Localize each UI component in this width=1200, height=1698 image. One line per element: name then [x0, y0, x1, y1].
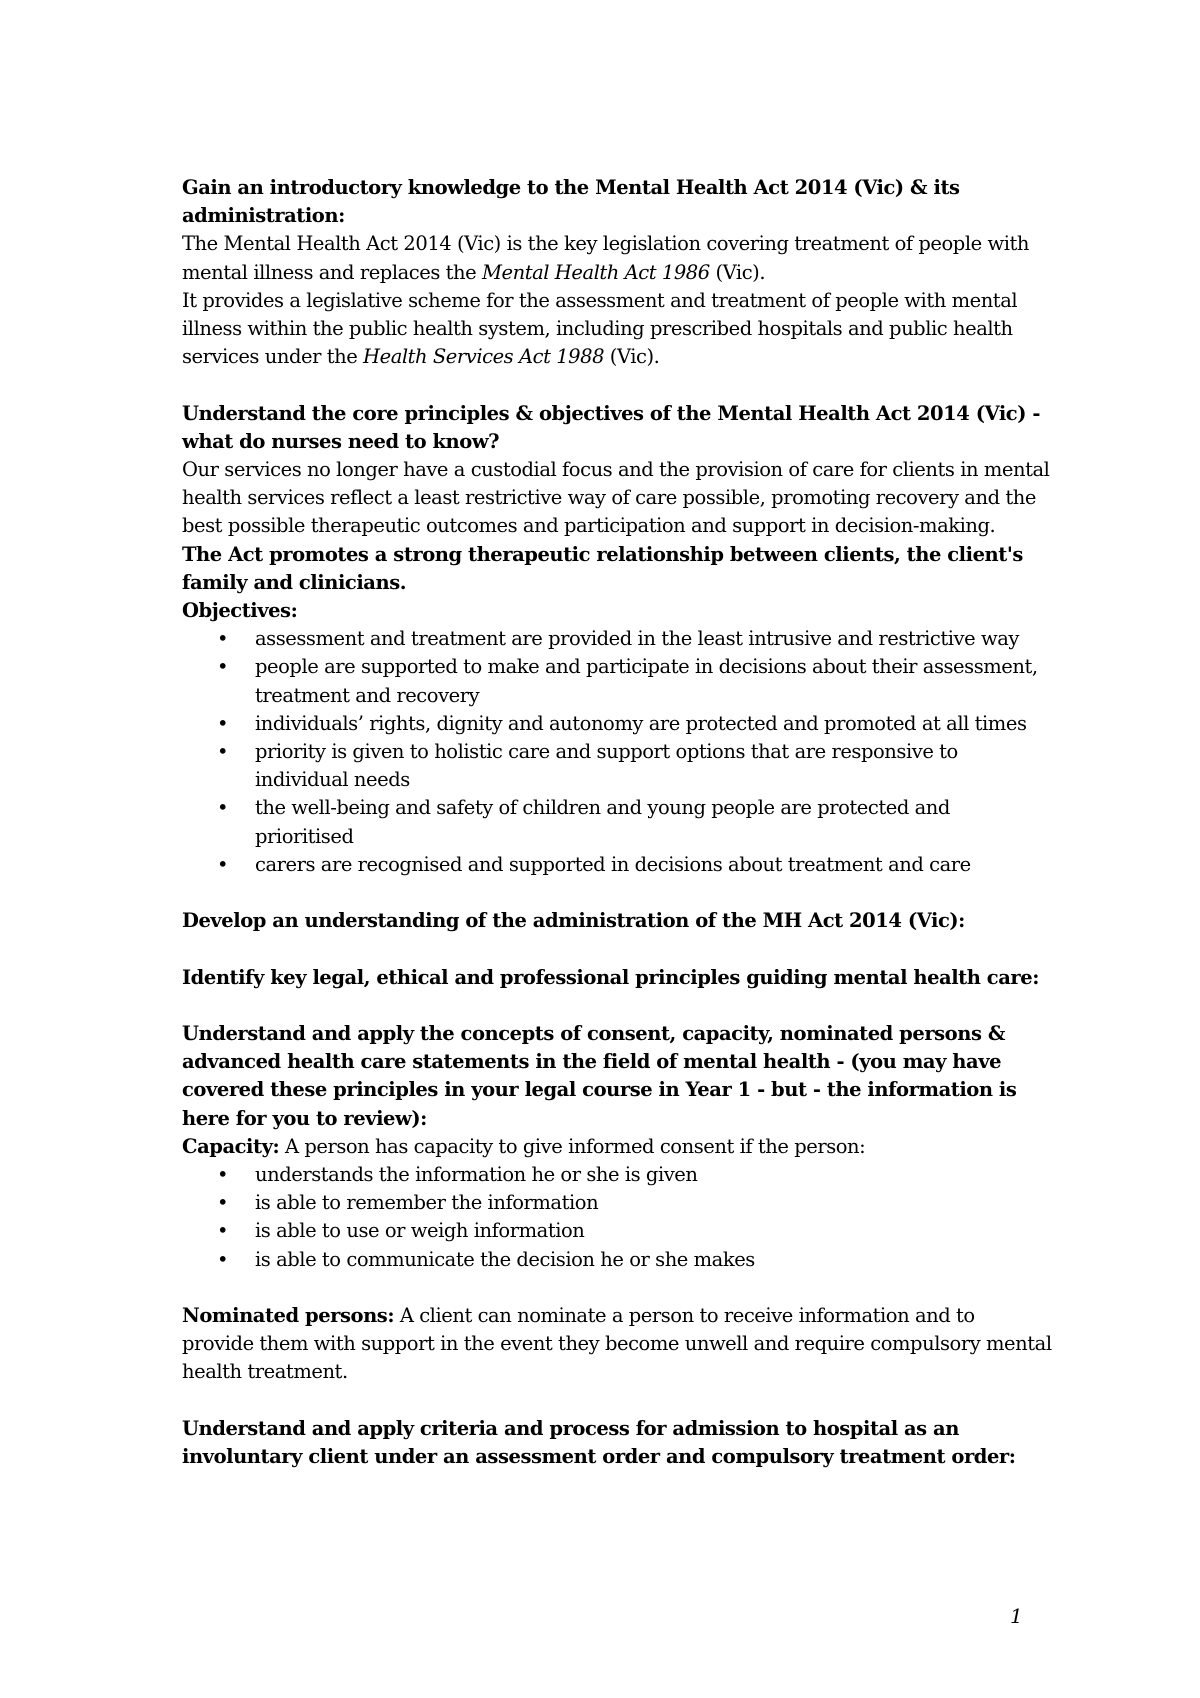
capacity-label: Capacity: — [182, 1134, 280, 1158]
objective-item: • people are supported to make and participate in decisions about their assessment, treatment and recovery — [182, 653, 1052, 709]
intro-p2-act-title: Health Services Act 1988 — [363, 345, 605, 369]
nominated-persons-text: A client can nominate a person to receive information and to provide them with support in the event they become unwell and require compulsory mental health treatment. — [182, 1304, 1052, 1384]
spacer — [182, 879, 1052, 907]
admission-heading: Understand and apply criteria and process for admission to hospital as an involuntary client under an assessment order and compulsory treatment order: — [182, 1416, 1016, 1469]
intro-p2-suffix: (Vic). — [604, 345, 660, 369]
principles-bold-statement: The Act promotes a strong therapeutic relationship between clients, the client's family and clinicians. — [182, 542, 1023, 594]
objectives-list — [182, 625, 1052, 879]
capacity-item: • is able to communicate the decision he or she makes — [182, 1246, 1052, 1274]
capacity-item: • is able to remember the information — [182, 1189, 1052, 1217]
intro-p1-act-title: Mental Health Act 1986 — [481, 260, 710, 284]
objective-item: • carers are recognised and supported in decisions about treatment and care — [182, 851, 1052, 879]
principles-heading: Understand the core principles & objectives of the Mental Health Act 2014 (Vic) - what do nurses need to know? — [182, 401, 1040, 453]
intro-paragraph-1 — [182, 230, 1052, 286]
objective-item: • the well-being and safety of children and young people are protected and prioritised — [182, 794, 1052, 850]
capacity-item: • understands the information he or she is given — [182, 1161, 1052, 1189]
intro-p2-text: It provides a legislative scheme for the assessment and treatment of people with mental illness within the public health system, including prescribed hospitals and public health services under the — [182, 288, 1018, 369]
page-number: 1 — [1010, 1604, 1023, 1628]
spacer — [182, 935, 1052, 963]
objective-item: • individuals’ rights, dignity and autonomy are protected and promoted at all times — [182, 710, 1052, 738]
consent-heading: Understand and apply the concepts of consent, capacity, nominated persons & advanced health care statements in the field of mental health - (you may have covered these principles in your legal course in Year 1 - but - the information is here for you to review): — [182, 1022, 1017, 1130]
capacity-list — [182, 1161, 1052, 1274]
spacer — [182, 992, 1052, 1020]
capacity-text: A person has capacity to give informed consent if the person: — [279, 1134, 866, 1158]
legal-principles-heading: Identify key legal, ethical and professional principles guiding mental health care: — [182, 965, 1039, 989]
intro-paragraph-2 — [182, 287, 1052, 372]
administration-heading: Develop an understanding of the administration of the MH Act 2014 (Vic): — [182, 909, 965, 933]
objectives-label: Objectives: — [182, 599, 298, 623]
spacer — [182, 1387, 1052, 1415]
intro-p1-suffix: (Vic). — [709, 260, 766, 284]
document-body — [182, 174, 1052, 1471]
intro-heading: Gain an introductory knowledge to the Mental Health Act 2014 (Vic) & its administration: — [182, 176, 960, 228]
spacer — [182, 371, 1052, 399]
objective-item: • priority is given to holistic care and support options that are responsive to individual needs — [182, 738, 1052, 794]
capacity-item: • is able to use or weigh information — [182, 1217, 1052, 1245]
nominated-persons-label: Nominated persons: — [182, 1304, 395, 1328]
objective-item: • assessment and treatment are provided in the least intrusive and restrictive way — [182, 625, 1052, 653]
intro-p1-text: The Mental Health Act 2014 (Vic) is the key legislation covering treatment of people with mental illness and replaces the — [182, 232, 1029, 284]
spacer — [182, 1274, 1052, 1302]
capacity-paragraph — [182, 1133, 1052, 1161]
principles-body: Our services no longer have a custodial focus and the provision of care for clients in mental health services reflect a least restrictive way of care possible, promoting recovery and the best possible therapeutic outcomes and participation and support in decision-making. — [182, 458, 1050, 538]
nominated-persons-paragraph — [182, 1302, 1052, 1387]
